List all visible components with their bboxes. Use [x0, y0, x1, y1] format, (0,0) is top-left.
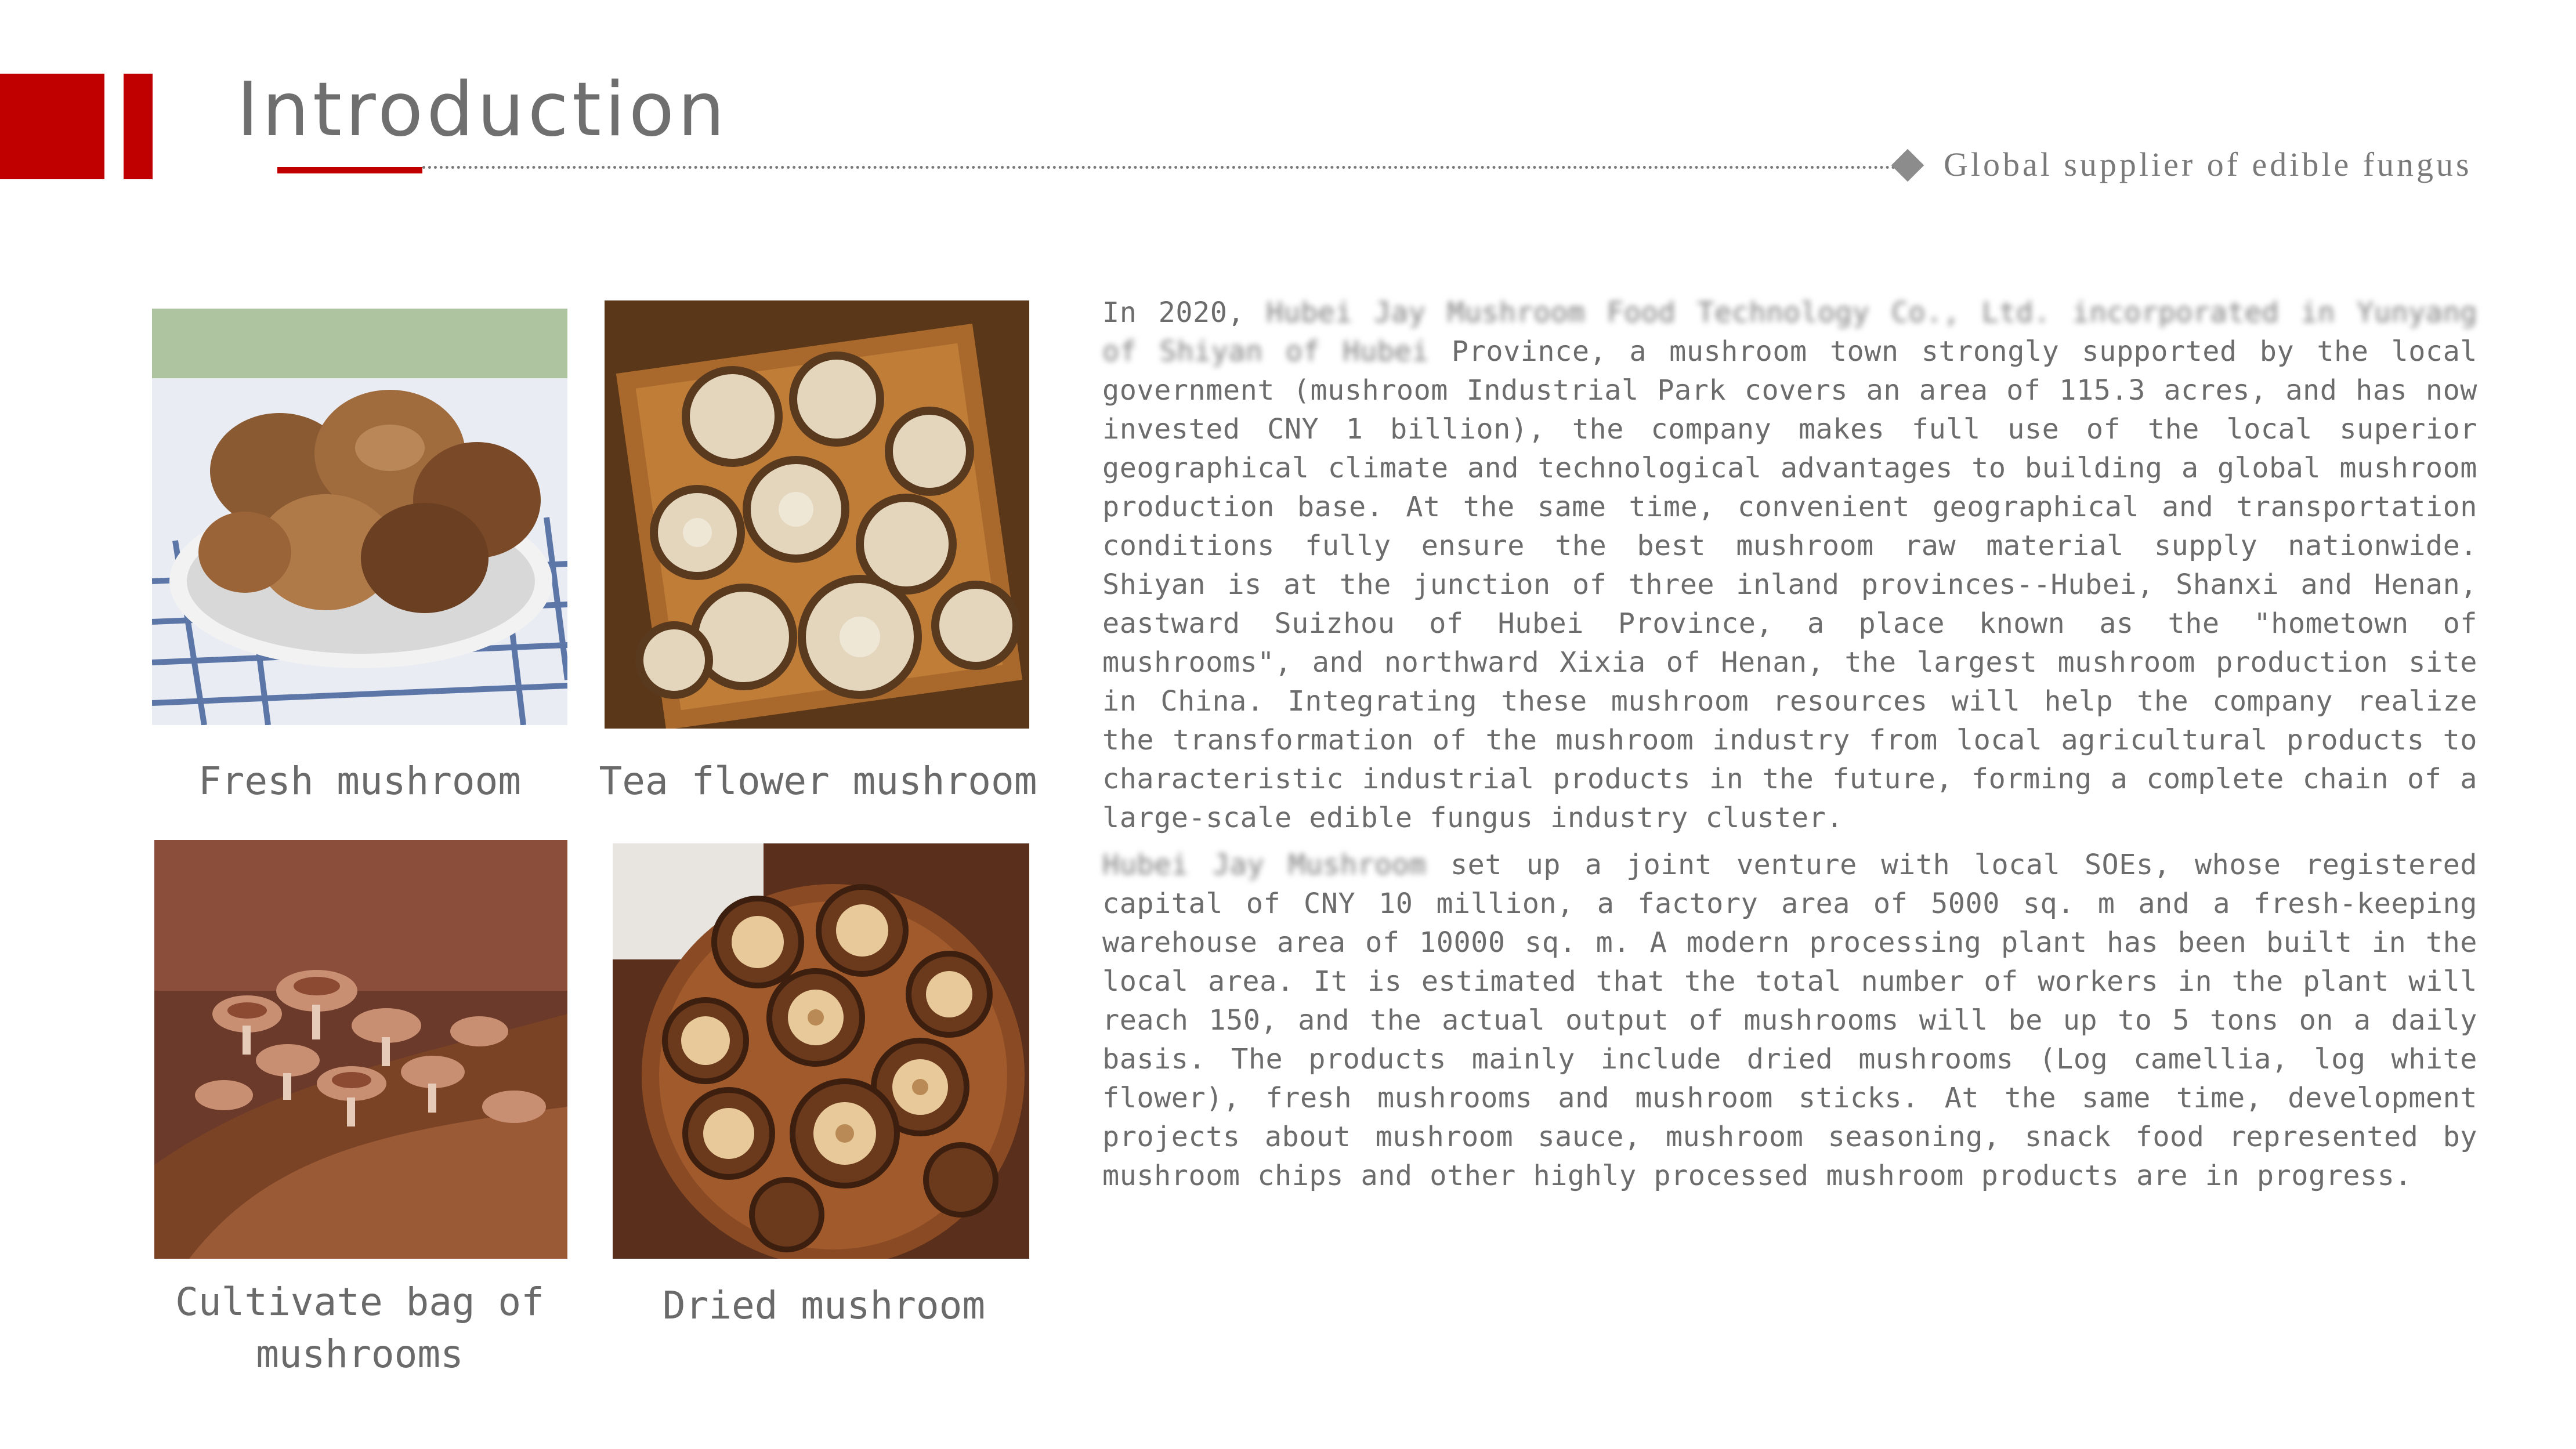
red-accent-block	[0, 74, 104, 179]
caption-dried-mushroom: Dried mushroom	[662, 1283, 986, 1328]
cultivation-log-image	[154, 840, 567, 1259]
page-title: Introduction	[237, 67, 729, 153]
caption-tea-flower-mushroom: Tea flower mushroom	[599, 759, 1037, 803]
paragraph-1-lead: In 2020,	[1102, 296, 1245, 329]
intro-paragraph-2	[1102, 846, 2477, 1196]
caption-fresh-mushroom: Fresh mushroom	[198, 759, 522, 803]
tea-flower-mushroom-image	[605, 300, 1029, 729]
redacted-company-name: Hubei Jay Mushroom Food Technology Co., Ltd. incorporated in Yunyang of Shiyan of Hubei	[1102, 296, 2477, 368]
intro-paragraph-1	[1102, 294, 2477, 838]
dried-shiitake-image	[613, 843, 1029, 1259]
caption-cultivate-bag: Cultivate bag of	[175, 1280, 544, 1324]
tagline: Global supplier of edible fungus	[1944, 146, 2472, 183]
diamond-icon	[1891, 149, 1924, 182]
redacted-company-short: Hubei Jay Mushroom	[1102, 849, 1427, 881]
paragraph-1-text: Province, a mushroom town strongly supported by the local government (mushroom Industrial Park covers an area of 115.3 acres, and has now invested CNY 1 billion), the company makes full use of the local superior geographical climate and technological advantages to building a global mushroom production base. At the same time, convenient geographical and transportation conditions fully ensure the best mushroom raw material supply nationwide. Shiyan is at the junction of three inland provinces--Hubei, Shanxi and Henan, eastward Suizhou of Hubei Province, a place known as the "hometown of mushrooms", and northward Xixia of Henan, the largest mushroom production site in China. Integrating these mushroom resources will help the company realize the transformation of the mushroom industry from local agricultural products to characteristic industrial products in the future, forming a complete chain of a large-scale edible fungus industry cluster.	[1102, 335, 2478, 834]
title-underline	[277, 167, 422, 173]
paragraph-2-text: set up a joint venture with local SOEs, whose registered capital of CNY 10 million, a factory area of 5000 sq. m and a fresh-keeping warehouse area of 10000 sq. m. A modern processing plant has been built in the local area. It is estimated that the total number of workers in the plant will reach 150, and the actual output of mushrooms will be up to 5 tons on a daily basis. The products mainly include dried mushrooms (Log camellia, log white flower), fresh mushrooms and mushroom sticks. At the same time, development projects about mushroom sauce, mushroom seasoning, snack food represented by mushroom chips and other highly processed mushroom products are in progress.	[1102, 849, 2478, 1192]
red-accent-bar	[124, 74, 153, 179]
caption-cultivate-bag-line2: mushrooms	[256, 1332, 464, 1376]
dotted-divider	[422, 166, 1908, 169]
fresh-shiitake-image	[152, 309, 567, 725]
